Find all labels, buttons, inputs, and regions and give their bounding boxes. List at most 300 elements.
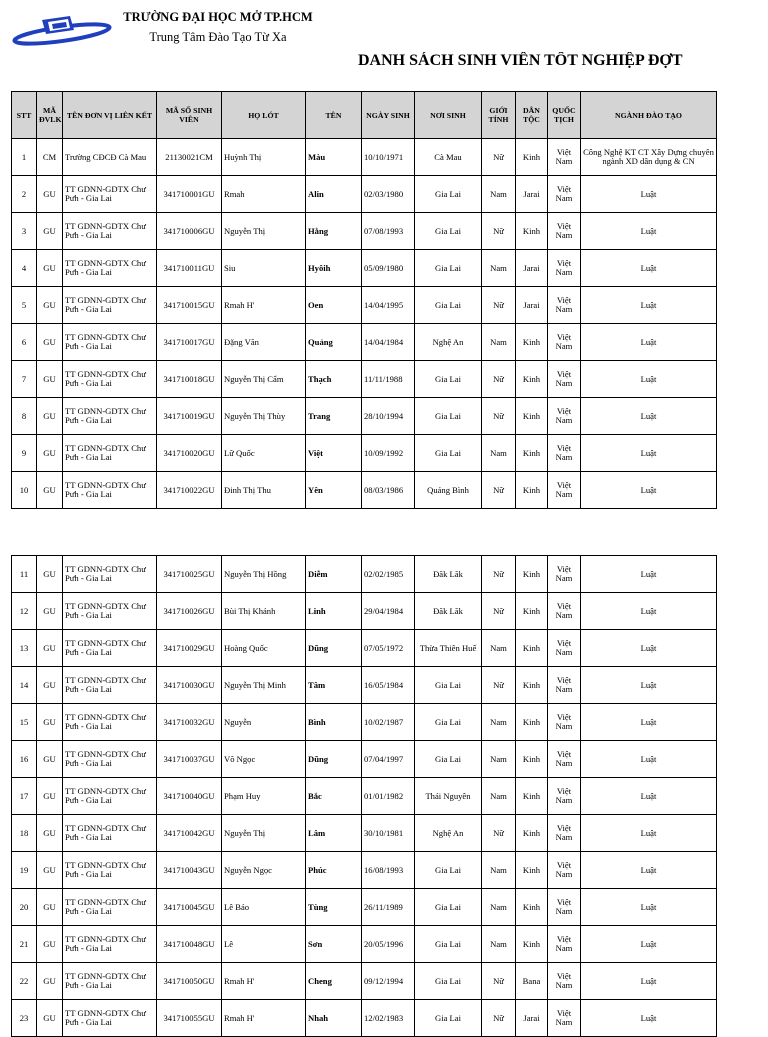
table-row [12,630,717,667]
col-header-nganh: NGÀNH ĐÀO TẠO [581,92,717,139]
table-cell-ma-so: 341710037GU [157,741,222,778]
table-cell-nganh: Luật [581,667,717,704]
table-cell-ho-lot: Siu [222,250,306,287]
table-cell-ten: Sơn [306,926,362,963]
table-cell-gioi-tinh: Nam [482,435,516,472]
table-cell-stt: 10 [12,472,37,509]
table-cell-ho-lot: Nguyễn Thị Cẩm [222,361,306,398]
table-cell-ho-lot: Nguyễn Thị Thùy [222,398,306,435]
table-cell-ten: Diễm [306,556,362,593]
table-cell-ten: Bình [306,704,362,741]
table-cell-gioi-tinh: Nam [482,176,516,213]
table-cell-ho-lot: Rmah H' [222,963,306,1000]
table-cell-dan-toc: Kinh [516,472,548,509]
table-cell-stt: 14 [12,667,37,704]
table-cell-dan-toc: Kinh [516,630,548,667]
table-cell-stt: 18 [12,815,37,852]
table-cell-ngay-sinh: 12/02/1983 [362,1000,415,1037]
table-cell-nganh: Luật [581,815,717,852]
table-cell-ngay-sinh: 09/12/1994 [362,963,415,1000]
document-title: DANH SÁCH SINH VIÊN TỐT NGHIỆP ĐỢT [358,52,683,69]
table-row [12,176,717,213]
table-cell-ma-so: 341710050GU [157,963,222,1000]
table-cell-ten: Linh [306,593,362,630]
table-cell-gioi-tinh: Nữ [482,213,516,250]
table-cell-gioi-tinh: Nam [482,324,516,361]
table-cell-ten-don-vi: TT GDNN-GDTX Chư Pưh - Gia Lai [63,926,157,963]
table-cell-ten: Nhah [306,1000,362,1037]
table-cell-ma-dvlk: GU [37,889,63,926]
table-cell-ten-don-vi: TT GDNN-GDTX Chư Pưh - Gia Lai [63,176,157,213]
table-cell-noi-sinh: Gia Lai [415,889,482,926]
table-cell-noi-sinh: Gia Lai [415,361,482,398]
graduate-table-part-1 [11,91,717,509]
table-cell-quoc-tich: Việt Nam [548,472,581,509]
table-cell-ma-dvlk: GU [37,926,63,963]
table-cell-dan-toc: Kinh [516,556,548,593]
table-cell-noi-sinh: Gia Lai [415,667,482,704]
table-cell-ten: Yên [306,472,362,509]
table-cell-gioi-tinh: Nam [482,250,516,287]
table-cell-ho-lot: Hoàng Quốc [222,630,306,667]
table-cell-ten-don-vi: TT GDNN-GDTX Chư Pưh - Gia Lai [63,472,157,509]
table-cell-noi-sinh: Gia Lai [415,435,482,472]
table-cell-gioi-tinh: Nữ [482,361,516,398]
table-cell-nganh: Luật [581,324,717,361]
table-row [12,472,717,509]
table-cell-ma-so: 341710001GU [157,176,222,213]
table-cell-ngay-sinh: 30/10/1981 [362,815,415,852]
table-cell-gioi-tinh: Nam [482,741,516,778]
table-cell-gioi-tinh: Nam [482,778,516,815]
table-cell-quoc-tich: Việt Nam [548,852,581,889]
table-row [12,852,717,889]
table-cell-ten-don-vi: TT GDNN-GDTX Chư Pưh - Gia Lai [63,815,157,852]
table-cell-quoc-tich: Việt Nam [548,741,581,778]
table-cell-ma-dvlk: GU [37,435,63,472]
table-cell-ngay-sinh: 20/05/1996 [362,926,415,963]
table-cell-ten: Bắc [306,778,362,815]
table-cell-ngay-sinh: 02/03/1980 [362,176,415,213]
table-cell-ho-lot: Lê [222,926,306,963]
table-cell-ten-don-vi: TT GDNN-GDTX Chư Pưh - Gia Lai [63,852,157,889]
table-cell-dan-toc: Kinh [516,778,548,815]
table-cell-stt: 4 [12,250,37,287]
table-cell-stt: 1 [12,139,37,176]
table-cell-noi-sinh: Gia Lai [415,704,482,741]
table-cell-ngay-sinh: 07/05/1972 [362,630,415,667]
table-cell-noi-sinh: Gia Lai [415,852,482,889]
table-cell-dan-toc: Kinh [516,704,548,741]
col-header-ten-don-vi: TÊN ĐƠN VỊ LIÊN KẾT [63,92,157,139]
table-cell-nganh: Luật [581,630,717,667]
table-cell-dan-toc: Jarai [516,176,548,213]
table-cell-ten-don-vi: TT GDNN-GDTX Chư Pưh - Gia Lai [63,667,157,704]
table-cell-quoc-tich: Việt Nam [548,704,581,741]
table-row [12,778,717,815]
table-cell-dan-toc: Kinh [516,889,548,926]
table-cell-ho-lot: Rmah [222,176,306,213]
table-cell-noi-sinh: Gia Lai [415,963,482,1000]
table-cell-gioi-tinh: Nữ [482,593,516,630]
col-header-stt: STT [12,92,37,139]
table-cell-ho-lot: Nguyễn Thị Minh [222,667,306,704]
table-row [12,963,717,1000]
table-cell-ma-dvlk: GU [37,815,63,852]
table-cell-ma-so: 341710006GU [157,213,222,250]
table-row [12,361,717,398]
table-cell-ten-don-vi: TT GDNN-GDTX Chư Pưh - Gia Lai [63,741,157,778]
table-cell-ten: Cheng [306,963,362,1000]
col-header-dan-toc: DÂN TỘC [516,92,548,139]
table-cell-dan-toc: Kinh [516,593,548,630]
table-cell-dan-toc: Jarai [516,250,548,287]
table-cell-quoc-tich: Việt Nam [548,667,581,704]
table-cell-quoc-tich: Việt Nam [548,213,581,250]
table-cell-stt: 20 [12,889,37,926]
table-cell-stt: 23 [12,1000,37,1037]
table-cell-dan-toc: Bana [516,963,548,1000]
table-cell-ten-don-vi: Trường CĐCĐ Cà Mau [63,139,157,176]
table-cell-ngay-sinh: 29/04/1984 [362,593,415,630]
table-cell-noi-sinh: Gia Lai [415,213,482,250]
table-cell-ngay-sinh: 16/05/1984 [362,667,415,704]
table-cell-ngay-sinh: 07/08/1993 [362,213,415,250]
table-cell-ma-so: 341710045GU [157,889,222,926]
table-cell-quoc-tich: Việt Nam [548,778,581,815]
table-cell-ngay-sinh: 05/09/1980 [362,250,415,287]
table-cell-ngay-sinh: 10/10/1971 [362,139,415,176]
table-cell-quoc-tich: Việt Nam [548,1000,581,1037]
table-cell-nganh: Luật [581,556,717,593]
table-cell-ten: Lâm [306,815,362,852]
table-cell-ho-lot: Nguyễn [222,704,306,741]
table-cell-ma-so: 341710026GU [157,593,222,630]
center-name: Trung Tâm Đào Tạo Từ Xa [149,30,287,44]
table-cell-ma-dvlk: GU [37,852,63,889]
table-cell-noi-sinh: Cà Mau [415,139,482,176]
table-cell-noi-sinh: Nghệ An [415,815,482,852]
table-cell-ma-dvlk: GU [37,556,63,593]
table-cell-ten-don-vi: TT GDNN-GDTX Chư Pưh - Gia Lai [63,398,157,435]
table-row [12,593,717,630]
table-cell-ten: Alin [306,176,362,213]
table-cell-gioi-tinh: Nam [482,926,516,963]
table-cell-ten: Hyôih [306,250,362,287]
table-cell-noi-sinh: Quảng Bình [415,472,482,509]
table-cell-stt: 5 [12,287,37,324]
table-cell-noi-sinh: Gia Lai [415,741,482,778]
table-cell-nganh: Luật [581,250,717,287]
table-cell-dan-toc: Kinh [516,815,548,852]
table-row [12,287,717,324]
col-header-gioi-tinh: GIỚI TÍNH [482,92,516,139]
table-cell-ma-dvlk: GU [37,361,63,398]
table-cell-ngay-sinh: 26/11/1989 [362,889,415,926]
table-cell-ma-so: 341710040GU [157,778,222,815]
table-cell-ten-don-vi: TT GDNN-GDTX Chư Pưh - Gia Lai [63,324,157,361]
table-cell-noi-sinh: Gia Lai [415,1000,482,1037]
table-cell-dan-toc: Kinh [516,435,548,472]
table-cell-ngay-sinh: 16/08/1993 [362,852,415,889]
table-cell-quoc-tich: Việt Nam [548,889,581,926]
table-cell-nganh: Luật [581,778,717,815]
table-cell-ma-dvlk: GU [37,287,63,324]
table-cell-ten: Dũng [306,741,362,778]
table-cell-nganh: Luật [581,361,717,398]
table-cell-quoc-tich: Việt Nam [548,398,581,435]
table-cell-ma-so: 341710022GU [157,472,222,509]
table-cell-ngay-sinh: 08/03/1986 [362,472,415,509]
table-cell-ngay-sinh: 28/10/1994 [362,398,415,435]
table-cell-ma-dvlk: GU [37,250,63,287]
table-cell-dan-toc: Jarai [516,287,548,324]
table-cell-ma-so: 341710018GU [157,361,222,398]
table-cell-nganh: Luật [581,176,717,213]
table-cell-ten-don-vi: TT GDNN-GDTX Chư Pưh - Gia Lai [63,630,157,667]
table-cell-ten-don-vi: TT GDNN-GDTX Chư Pưh - Gia Lai [63,287,157,324]
table-cell-ngay-sinh: 02/02/1985 [362,556,415,593]
table-cell-ho-lot: Đặng Văn [222,324,306,361]
table-cell-noi-sinh: Đăk Lăk [415,593,482,630]
table-cell-ten: Dũng [306,630,362,667]
table-cell-ma-dvlk: GU [37,213,63,250]
table-cell-ten-don-vi: TT GDNN-GDTX Chư Pưh - Gia Lai [63,593,157,630]
col-header-noi-sinh: NƠI SINH [415,92,482,139]
table-row [12,435,717,472]
table-cell-dan-toc: Kinh [516,852,548,889]
table-cell-ngay-sinh: 11/11/1988 [362,361,415,398]
university-logo-icon [12,14,114,48]
table-cell-ho-lot: Lê Bảo [222,889,306,926]
table-cell-ma-dvlk: GU [37,963,63,1000]
table-cell-ho-lot: Nguyễn Thị [222,815,306,852]
table-cell-stt: 7 [12,361,37,398]
table-cell-nganh: Luật [581,398,717,435]
table-cell-ho-lot: Nguyễn Thị [222,213,306,250]
table-cell-quoc-tich: Việt Nam [548,287,581,324]
table-cell-ten-don-vi: TT GDNN-GDTX Chư Pưh - Gia Lai [63,556,157,593]
table-cell-ma-dvlk: GU [37,1000,63,1037]
table-cell-ten: Trang [306,398,362,435]
table-cell-gioi-tinh: Nữ [482,667,516,704]
table-cell-ma-dvlk: GU [37,667,63,704]
table-cell-stt: 2 [12,176,37,213]
table-cell-ma-dvlk: GU [37,630,63,667]
table-cell-dan-toc: Kinh [516,667,548,704]
table-cell-ngay-sinh: 10/09/1992 [362,435,415,472]
table-cell-gioi-tinh: Nam [482,630,516,667]
table-cell-quoc-tich: Việt Nam [548,435,581,472]
table-cell-gioi-tinh: Nữ [482,139,516,176]
table-cell-stt: 13 [12,630,37,667]
col-header-ten: TÊN [306,92,362,139]
table-cell-stt: 8 [12,398,37,435]
table-cell-ma-so: 341710029GU [157,630,222,667]
table-cell-ho-lot: Rmah H' [222,1000,306,1037]
table-cell-dan-toc: Kinh [516,213,548,250]
table-row [12,815,717,852]
table-cell-ten: Thạch [306,361,362,398]
table-cell-stt: 21 [12,926,37,963]
table-cell-noi-sinh: Thừa Thiên Huế [415,630,482,667]
table-cell-ma-dvlk: GU [37,398,63,435]
table-cell-stt: 17 [12,778,37,815]
table-cell-noi-sinh: Đăk Lăk [415,556,482,593]
table-cell-ma-so: 21130021CM [157,139,222,176]
table-cell-dan-toc: Kinh [516,741,548,778]
table-cell-gioi-tinh: Nữ [482,472,516,509]
table-cell-gioi-tinh: Nam [482,889,516,926]
table-cell-dan-toc: Kinh [516,361,548,398]
col-header-ho-lot: HỌ LÓT [222,92,306,139]
table-cell-ho-lot: Lữ Quốc [222,435,306,472]
table-cell-dan-toc: Kinh [516,926,548,963]
table-row [12,556,717,593]
table-cell-quoc-tich: Việt Nam [548,176,581,213]
table-cell-ten-don-vi: TT GDNN-GDTX Chư Pưh - Gia Lai [63,213,157,250]
table-row [12,667,717,704]
table-cell-ten: Việt [306,435,362,472]
table-cell-ho-lot: Rmah H' [222,287,306,324]
table-cell-stt: 12 [12,593,37,630]
table-cell-noi-sinh: Thái Nguyên [415,778,482,815]
table-cell-ma-so: 341710055GU [157,1000,222,1037]
table-cell-ngay-sinh: 07/04/1997 [362,741,415,778]
table-cell-noi-sinh: Gia Lai [415,250,482,287]
table-cell-ma-so: 341710020GU [157,435,222,472]
table-cell-ma-so: 341710017GU [157,324,222,361]
table-cell-ngay-sinh: 10/02/1987 [362,704,415,741]
table-cell-dan-toc: Jarai [516,1000,548,1037]
table-cell-quoc-tich: Việt Nam [548,139,581,176]
table-cell-quoc-tich: Việt Nam [548,324,581,361]
table-cell-ho-lot: Nguyễn Ngọc [222,852,306,889]
table-cell-ho-lot: Nguyễn Thị Hồng [222,556,306,593]
table-cell-nganh: Luật [581,741,717,778]
table-cell-ma-dvlk: GU [37,324,63,361]
table-cell-stt: 19 [12,852,37,889]
table-cell-gioi-tinh: Nữ [482,398,516,435]
table-cell-ma-so: 341710011GU [157,250,222,287]
table-row [12,741,717,778]
table-cell-gioi-tinh: Nữ [482,287,516,324]
graduate-table-part-2 [11,555,717,1037]
table-row [12,398,717,435]
table-cell-stt: 6 [12,324,37,361]
table-cell-ten-don-vi: TT GDNN-GDTX Chư Pưh - Gia Lai [63,704,157,741]
table-cell-gioi-tinh: Nữ [482,815,516,852]
table-cell-ten-don-vi: TT GDNN-GDTX Chư Pưh - Gia Lai [63,889,157,926]
table-row [12,889,717,926]
table-cell-ma-so: 341710043GU [157,852,222,889]
table-row [12,926,717,963]
table-row [12,139,717,176]
table-cell-stt: 11 [12,556,37,593]
table-cell-gioi-tinh: Nữ [482,556,516,593]
col-header-ma-dvlk: MÃ ĐVLK [37,92,63,139]
table-header-row [12,92,717,139]
table-cell-dan-toc: Kinh [516,139,548,176]
table-cell-noi-sinh: Nghệ An [415,324,482,361]
table-cell-quoc-tich: Việt Nam [548,593,581,630]
table-cell-ten-don-vi: TT GDNN-GDTX Chư Pưh - Gia Lai [63,435,157,472]
table-cell-ma-so: 341710032GU [157,704,222,741]
table-cell-nganh: Luật [581,704,717,741]
table-cell-noi-sinh: Gia Lai [415,398,482,435]
table-cell-stt: 15 [12,704,37,741]
table-cell-ho-lot: Huỳnh Thị [222,139,306,176]
table-cell-ten: Tâm [306,667,362,704]
table-cell-gioi-tinh: Nam [482,852,516,889]
table-cell-quoc-tich: Việt Nam [548,630,581,667]
table-cell-ho-lot: Bùi Thị Khánh [222,593,306,630]
table-cell-quoc-tich: Việt Nam [548,361,581,398]
table-cell-quoc-tich: Việt Nam [548,926,581,963]
table-cell-dan-toc: Kinh [516,324,548,361]
table-cell-ten-don-vi: TT GDNN-GDTX Chư Pưh - Gia Lai [63,778,157,815]
table-cell-stt: 16 [12,741,37,778]
table-cell-quoc-tich: Việt Nam [548,963,581,1000]
table-cell-nganh: Luật [581,963,717,1000]
table-cell-ma-so: 341710042GU [157,815,222,852]
table-cell-noi-sinh: Gia Lai [415,176,482,213]
table-row [12,250,717,287]
table-cell-ho-lot: Đinh Thị Thu [222,472,306,509]
university-name: TRƯỜNG ĐẠI HỌC MỞ TP.HCM [123,10,313,24]
table-cell-ma-so: 341710019GU [157,398,222,435]
table-row [12,1000,717,1037]
table-cell-noi-sinh: Gia Lai [415,926,482,963]
table-cell-ngay-sinh: 01/01/1982 [362,778,415,815]
table-cell-gioi-tinh: Nữ [482,1000,516,1037]
table-cell-ten: Hằng [306,213,362,250]
col-header-ngay-sinh: NGÀY SINH [362,92,415,139]
table-cell-quoc-tich: Việt Nam [548,815,581,852]
table-cell-ma-dvlk: GU [37,704,63,741]
col-header-quoc-tich: QUỐC TỊCH [548,92,581,139]
table-cell-ma-dvlk: GU [37,472,63,509]
col-header-ma-so: MÃ SỐ SINH VIÊN [157,92,222,139]
table-cell-nganh: Luật [581,435,717,472]
table-cell-ma-dvlk: GU [37,176,63,213]
table-cell-nganh: Luật [581,593,717,630]
table-cell-ten-don-vi: TT GDNN-GDTX Chư Pưh - Gia Lai [63,1000,157,1037]
table-cell-ngay-sinh: 14/04/1984 [362,324,415,361]
table-cell-ten: Oen [306,287,362,324]
table-cell-ma-so: 341710048GU [157,926,222,963]
table-cell-ma-dvlk: GU [37,593,63,630]
table-cell-quoc-tich: Việt Nam [548,250,581,287]
table-cell-quoc-tich: Việt Nam [548,556,581,593]
table-cell-ma-so: 341710015GU [157,287,222,324]
table-cell-ma-so: 341710025GU [157,556,222,593]
table-cell-ho-lot: Phạm Huy [222,778,306,815]
table-cell-ho-lot: Võ Ngọc [222,741,306,778]
table-cell-nganh: Luật [581,852,717,889]
table-cell-ten: Màu [306,139,362,176]
table-cell-ma-dvlk: CM [37,139,63,176]
table-cell-ma-dvlk: GU [37,741,63,778]
table-cell-ngay-sinh: 14/04/1995 [362,287,415,324]
table-cell-ten-don-vi: TT GDNN-GDTX Chư Pưh - Gia Lai [63,250,157,287]
table-cell-nganh: Luật [581,213,717,250]
table-cell-stt: 22 [12,963,37,1000]
table-cell-ten-don-vi: TT GDNN-GDTX Chư Pưh - Gia Lai [63,963,157,1000]
table-cell-dan-toc: Kinh [516,398,548,435]
table-cell-ten: Phúc [306,852,362,889]
table-cell-stt: 9 [12,435,37,472]
